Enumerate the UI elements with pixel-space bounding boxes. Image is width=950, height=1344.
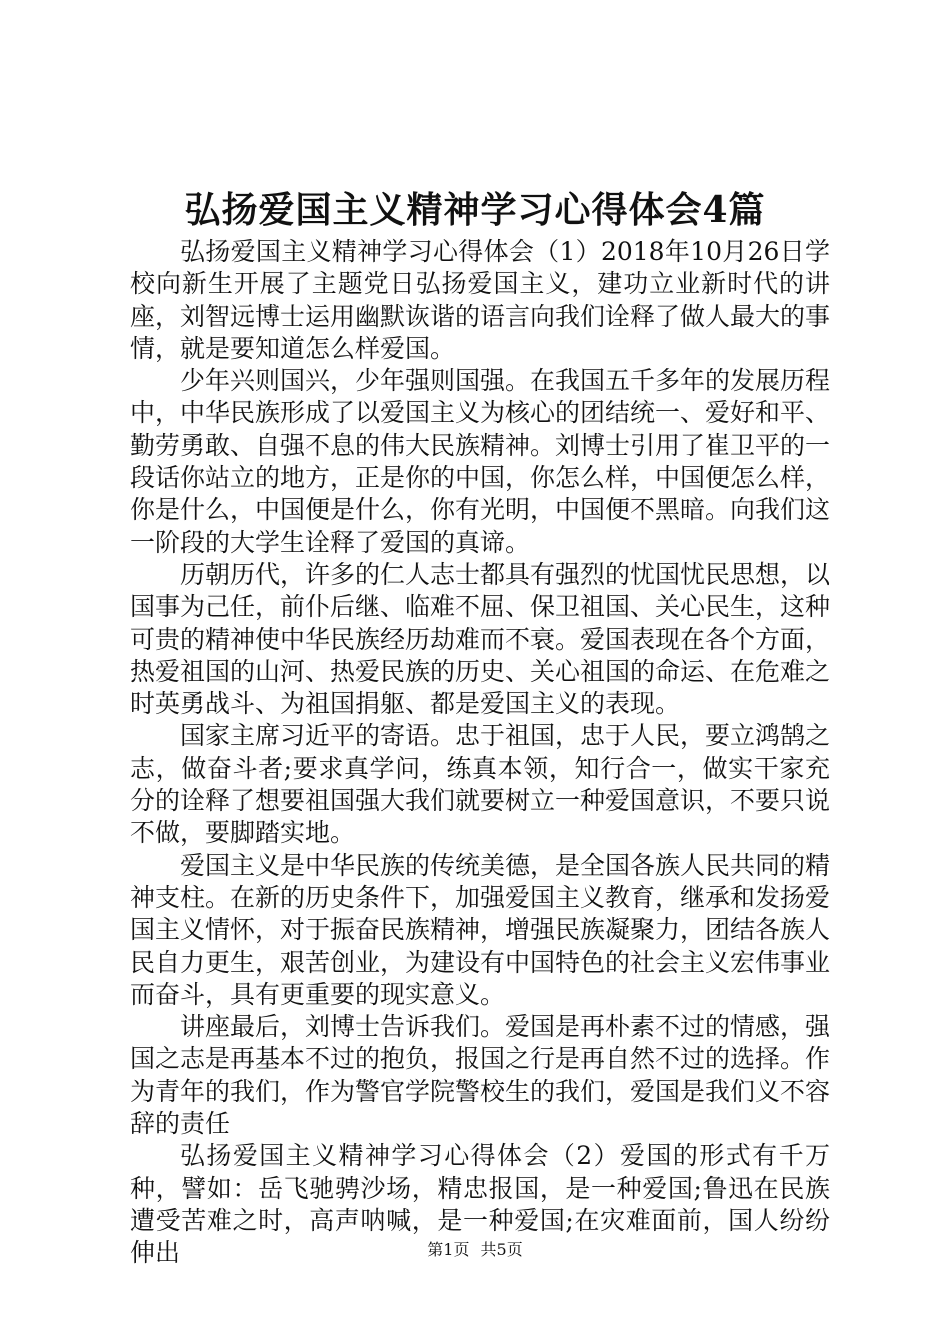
page-number: 第1页	[427, 1240, 470, 1259]
paragraph: 爱国主义是中华民族的传统美德，是全国各族人民共同的精神支柱。在新的历史条件下，加强爱国主义教育，继承和发扬爱国主义情怀，对于振奋民族精神，增强民族凝聚力，团结各族人民自力更生，艰苦创业，为建设有中国特色的社会主义宏伟事业而奋斗，具有更重要的现实意义。	[130, 850, 831, 1009]
paragraph: 国家主席习近平的寄语。忠于祖国，忠于人民，要立鸿鹄之志，做奋斗者;要求真学问，练真本领，知行合一，做实干家充分的诠释了想要祖国强大我们就要树立一种爱国意识，不要只说不做，要脚踏实地。	[130, 721, 831, 848]
paragraph: 少年兴则国兴，少年强则国强。在我国五千多年的发展历程中，中华民族形成了以爱国主义为核心的团结统一、爱好和平、勤劳勇敢、自强不息的伟大民族精神。刘博士引用了崔卫平的一段话你站立的地方，正是你的中国，你怎么样，中国便怎么样，你是什么，中国便是什么，你有光明，中国便不黑暗。向我们这一阶段的大学生诠释了爱国的真谛。	[130, 366, 831, 557]
page-footer	[0, 1240, 950, 1260]
page-total: 共5页	[480, 1240, 523, 1259]
paragraph: 讲座最后，刘博士告诉我们。爱国是再朴素不过的情感，强国之志是再基本不过的抱负，报国之行是再自然不过的选择。作为青年的我们，作为警官学院警校生的我们，爱国是我们义不容辞的责任	[130, 1012, 831, 1139]
document-title: 弘扬爱国主义精神学习心得体会4篇	[184, 189, 766, 231]
paragraph: 弘扬爱国主义精神学习心得体会（2）爱国的形式有千万种，譬如：岳飞驰骋沙场，精忠报国，是一种爱国;鲁迅在民族遭受苦难之时，高声呐喊，是一种爱国;在灾难面前，国人纷纷伸出	[130, 1141, 830, 1268]
paragraph: 历朝历代，许多的仁人志士都具有强烈的忧国忧民思想，以国事为己任，前仆后继、临难不屈、保卫祖国、关心民生，这种可贵的精神使中华民族经历劫难而不衰。爱国表现在各个方面，热爱祖国的山河、热爱民族的历史、关心祖国的命运、在危难之时英勇战斗、为祖国捐躯、都是爱国主义的表现。	[130, 559, 831, 719]
paragraph: 弘扬爱国主义精神学习心得体会（1）2018年10月26日学校向新生开展了主题党日弘扬爱国主义，建功立业新时代的讲座，刘智远博士运用幽默诙谐的语言向我们诠释了做人最大的事情，就是要知道怎么样爱国。	[130, 237, 831, 363]
document-body	[130, 236, 830, 1270]
